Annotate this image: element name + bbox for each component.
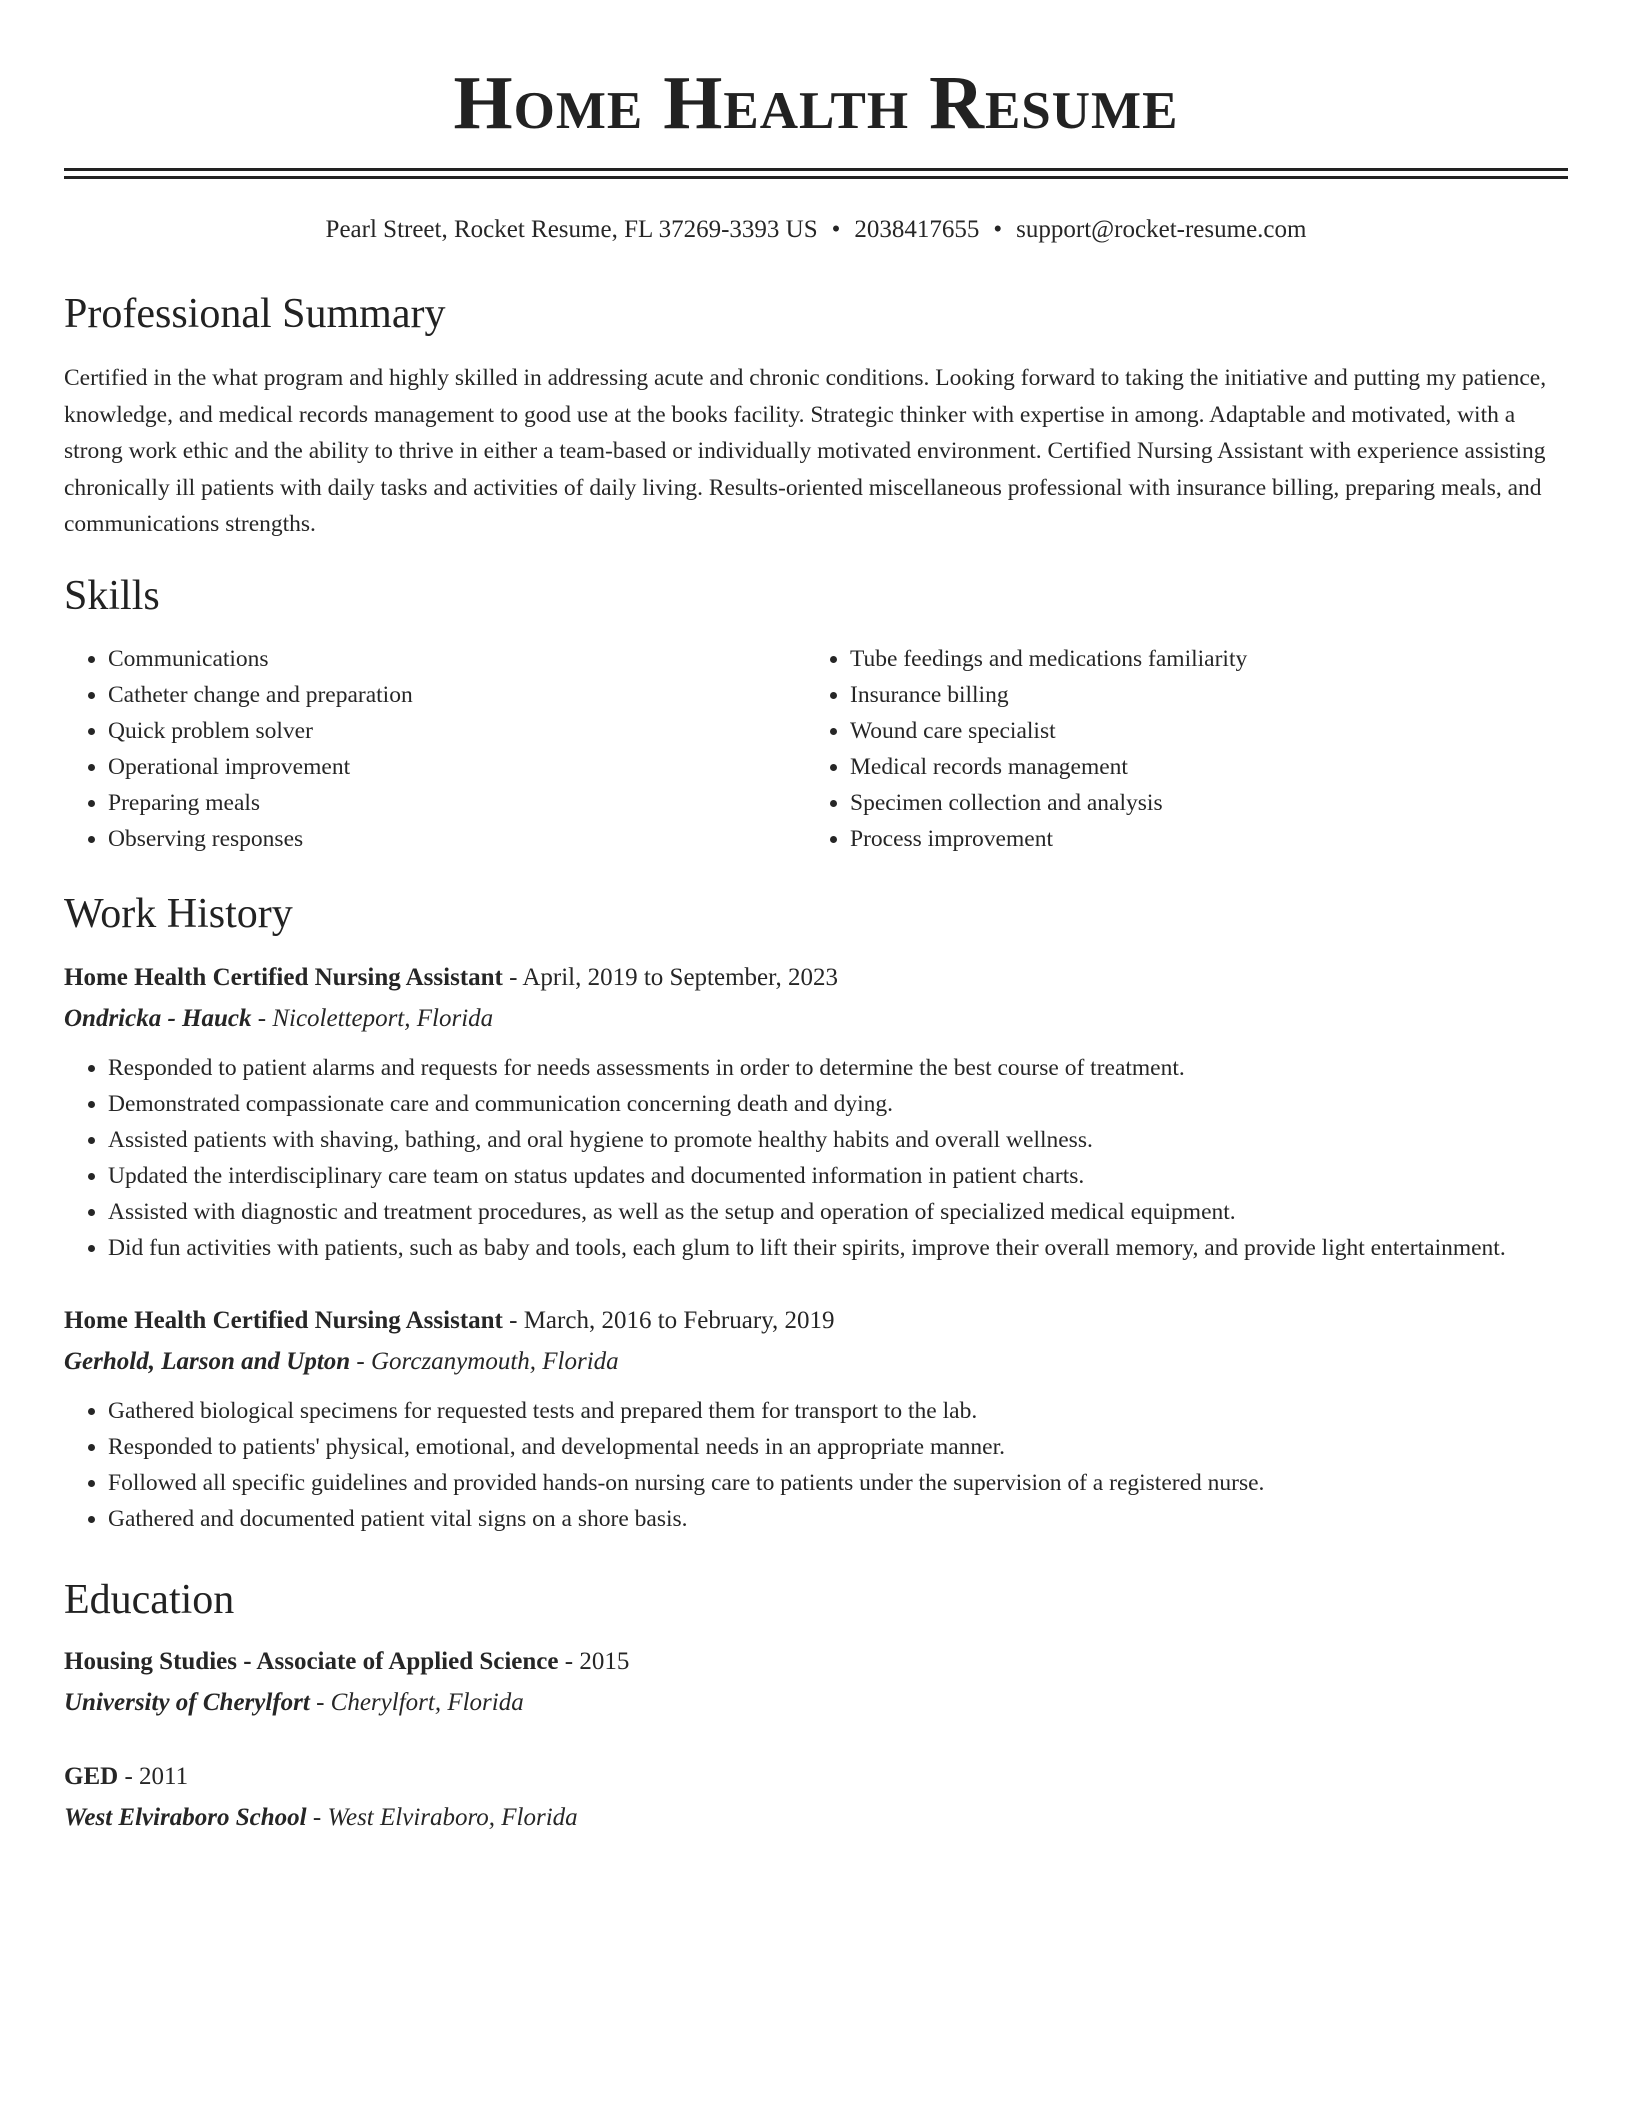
job-dates: - April, 2019 to September, 2023	[502, 963, 838, 991]
degree-line	[64, 1643, 1568, 1681]
contact-separator: •	[831, 216, 841, 243]
degree-name: GED	[64, 1762, 119, 1790]
contact-address: Pearl Street, Rocket Resume, FL 37269-3393 US	[325, 216, 818, 243]
job-employer-line	[64, 1000, 1568, 1038]
work-history-heading: Work History	[64, 890, 293, 937]
degree-line	[64, 1758, 1568, 1796]
job-duty: • Gathered biological specimens for requested tests and prepared them for transport to the lab.	[108, 1393, 1568, 1429]
skills-column-left	[64, 641, 806, 857]
school-name: University of Cherylfort	[64, 1688, 310, 1716]
school-line	[64, 1799, 1568, 1837]
job-role: Home Health Certified Nursing Assistant	[64, 1306, 503, 1334]
job-employer: Gerhold, Larson and Upton	[64, 1347, 351, 1375]
job-entry	[64, 1302, 1568, 1537]
job-duty: • Demonstrated compassionate care and communication concerning death and dying.	[108, 1086, 1568, 1122]
contact-email[interactable]: support@rocket-resume.com	[1016, 216, 1307, 243]
skill-item: • Process improvement	[850, 821, 1247, 857]
education-heading: Education	[64, 1576, 235, 1623]
skill-item: • Observing responses	[108, 821, 806, 857]
summary-heading: Professional Summary	[64, 291, 446, 337]
job-duty: • Assisted with diagnostic and treatment procedures, as well as the setup and operation of specialized medical equipment.	[108, 1194, 1568, 1230]
title-divider-top	[64, 168, 1568, 171]
skills-heading: Skills	[64, 572, 160, 619]
job-role: Home Health Certified Nursing Assistant	[64, 963, 503, 991]
page-title: Home Health Resume	[453, 61, 1179, 145]
degree-name: Housing Studies - Associate of Applied Science	[64, 1647, 559, 1675]
job-dates: - March, 2016 to February, 2019	[502, 1306, 835, 1334]
skill-item: • Specimen collection and analysis	[850, 785, 1247, 821]
school-location: - West Elviraboro, Florida	[306, 1803, 578, 1831]
job-location: - Gorczanymouth, Florida	[350, 1347, 619, 1375]
job-employer: Ondricka - Hauck	[64, 1004, 252, 1032]
skill-item: • Medical records management	[850, 749, 1247, 785]
skills-list	[64, 641, 1568, 857]
job-duty: • Updated the interdisciplinary care team on status updates and documented information in patient charts.	[108, 1158, 1568, 1194]
skill-item: • Quick problem solver	[108, 713, 806, 749]
skill-item: • Communications	[108, 641, 806, 677]
degree-year: - 2015	[558, 1647, 630, 1675]
job-employer-line	[64, 1343, 1568, 1381]
contact-line	[64, 213, 1568, 247]
school-location: - Cherylfort, Florida	[309, 1688, 524, 1716]
skill-item: • Operational improvement	[108, 749, 806, 785]
job-duty: • Gathered and documented patient vital signs on a shore basis.	[108, 1501, 1568, 1537]
school-line	[64, 1684, 1568, 1722]
job-duty: • Responded to patient alarms and requests for needs assessments in order to determine the best course of treatment.	[108, 1050, 1568, 1086]
job-title-line	[64, 1302, 1568, 1340]
contact-phone[interactable]: 2038417655	[854, 216, 980, 243]
skill-item: • Catheter change and preparation	[108, 677, 806, 713]
contact-separator: •	[993, 216, 1003, 243]
job-entry	[64, 959, 1568, 1266]
job-duty: • Followed all specific guidelines and provided hands-on nursing care to patients under the supervision of a registered nurse.	[108, 1465, 1568, 1501]
skill-item: • Preparing meals	[108, 785, 806, 821]
summary-text: Certified in the what program and highly skilled in addressing acute and chronic conditions. Looking forward to taking the initiative and putting my patience, knowledge, and medical records management to good use at the books facility. Strategic thinker with expertise in among. Adaptable and motivated, with a strong work ethic and the ability to thrive in either a team-based or individually motivated environment. Certified Nursing Assistant with experience assisting chronically ill patients with daily tasks and activities of daily living. Results-oriented miscellaneous professional with insurance billing, preparing meals, and communications strengths.	[64, 365, 1547, 537]
skills-column-right	[806, 641, 1247, 857]
skill-item: • Wound care specialist	[850, 713, 1247, 749]
education-entry	[64, 1643, 1568, 1722]
job-duty: • Assisted patients with shaving, bathing, and oral hygiene to promote healthy habits and overall wellness.	[108, 1122, 1568, 1158]
school-name: West Elviraboro School	[64, 1803, 307, 1831]
job-duties	[64, 1050, 1568, 1266]
job-duties	[64, 1393, 1568, 1537]
education-entry	[64, 1758, 1568, 1837]
skill-item: • Tube feedings and medications familiarity	[850, 641, 1247, 677]
job-location: - Nicoletteport, Florida	[251, 1004, 494, 1032]
job-duty: • Did fun activities with patients, such as baby and tools, each glum to lift their spirits, improve their overall memory, and provide light entertainment.	[108, 1230, 1568, 1266]
skill-item: • Insurance billing	[850, 677, 1247, 713]
job-title-line	[64, 959, 1568, 997]
title-divider-bottom	[64, 176, 1568, 179]
degree-year: - 2011	[118, 1762, 189, 1790]
job-duty: • Responded to patients' physical, emotional, and developmental needs in an appropriate manner.	[108, 1429, 1568, 1465]
